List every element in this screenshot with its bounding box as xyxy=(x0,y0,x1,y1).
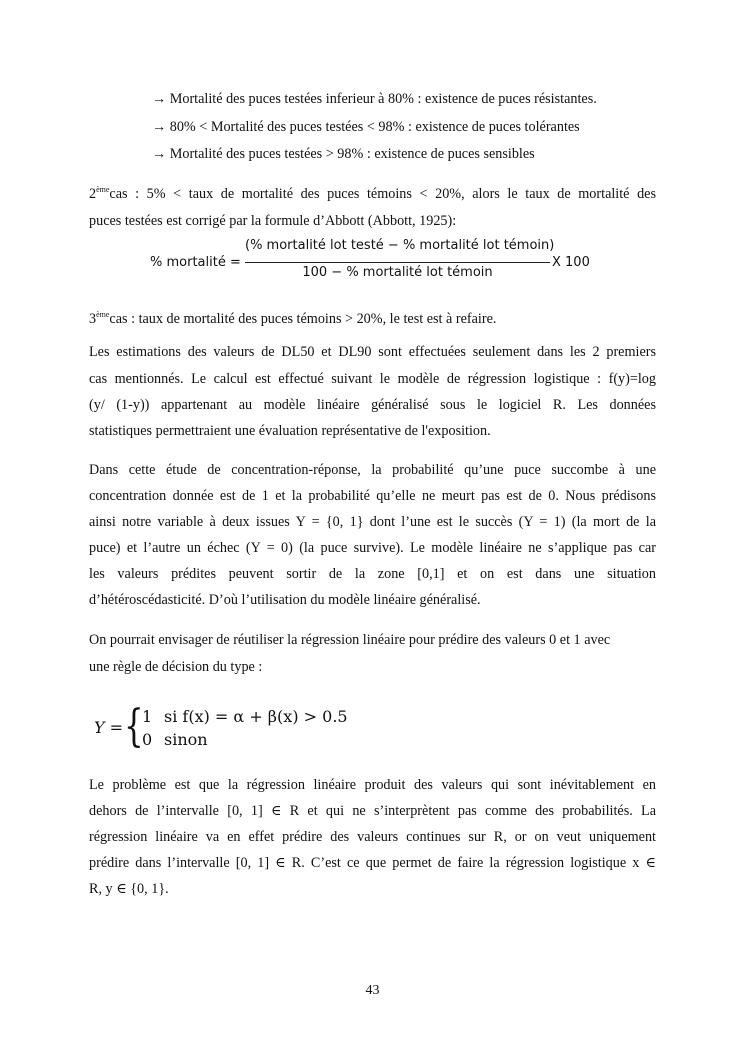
paragraph-2-line-4: puce) et l’autre un échec (Y = 0) (la puce survive). Le modèle linéaire ne s’applique pas car xyxy=(89,540,656,556)
paragraph-2-line-5: les valeurs prédites peuvent sortir de la zone [0,1] et on est dans une situation xyxy=(89,566,656,582)
decision-rule xyxy=(94,701,354,752)
paragraph-2-line-3: ainsi notre variable à deux issues Y = {0, 1} dont l’une est le succès (Y = 1) (la mort de la xyxy=(89,514,656,530)
case2-line2: puces testées est corrigé par la formule d’Abbott (Abbott, 1925): xyxy=(89,213,457,229)
paragraph-1-line-2: cas mentionnés. Le calcul est effectué suivant le modèle de régression logistique : f(y)=log xyxy=(89,371,656,387)
decision-lhs: Y = xyxy=(94,718,124,737)
paragraph-2-line-6: d’hétéroscédasticité. D’où l’utilisation du modèle linéaire généralisé. xyxy=(89,592,481,608)
bullet-tolerant: → 80% < Mortalité des puces testées < 98% : existence de puces tolérantes xyxy=(152,119,580,135)
formula-lhs: % mortalité = xyxy=(150,255,241,270)
bullet-sensitive: → Mortalité des puces testées > 98% : existence de puces sensibles xyxy=(152,146,535,162)
formula-denominator: 100 − % mortalité lot témoin xyxy=(302,265,493,280)
paragraph-2-line-2: concentration donnée est de 1 et la probabilité qu’elle ne meurt pas est de 0. Nous prédisons xyxy=(89,488,656,504)
paragraph-1-line-4: statistiques permettraient une évaluation représentative de l'exposition. xyxy=(89,423,491,439)
paragraph-3-line-2: une règle de décision du type : xyxy=(89,659,263,675)
abbott-formula xyxy=(150,238,610,286)
page-number: 43 xyxy=(365,983,380,998)
paragraph-1-line-3: (y/ (1-y)) appartenant au modèle linéaire généralisé sous le logiciel R. Les données xyxy=(89,397,656,413)
paragraph-4-line-3: régression linéaire va en effet prédire des valeurs continues sur R, or on veut uniquement xyxy=(89,829,656,845)
paragraph-4-line-4: prédire dans l’intervalle [0, 1] ∈ R. C’est ce que permet de faire la régression logistique x ∈ xyxy=(89,855,656,871)
formula-multiplier: X 100 xyxy=(552,255,590,270)
bullet-resistant: → Mortalité des puces testées inferieur à 80% : existence de puces résistantes. xyxy=(152,91,597,107)
paragraph-3-line-1: On pourrait envisager de réutiliser la régression linéaire pour prédire des valeurs 0 et 1 avec xyxy=(89,632,611,648)
decision-case-1: 1 si f(x) = α + β(x) > 0.5 xyxy=(142,707,348,726)
paragraph-4-line-2: dehors de l’intervalle [0, 1] ∈ R et qui ne s’interprètent pas comme des probabilités. La xyxy=(89,803,656,819)
case2-line1: 2èmecas : 5% < taux de mortalité des puces témoins < 20%, alors le taux de mortalité des xyxy=(89,185,656,202)
decision-case-2: 0 sinon xyxy=(142,730,208,749)
formula-numerator: (% mortalité lot testé − % mortalité lot témoin) xyxy=(245,238,555,253)
paragraph-2-line-1: Dans cette étude de concentration-réponse, la probabilité qu’une puce succombe à une xyxy=(89,462,656,478)
case3-line: 3èmecas : taux de mortalité des puces témoins > 20%, le test est à refaire. xyxy=(89,310,497,327)
paragraph-4-line-5: R, y ∈ {0, 1}. xyxy=(89,881,169,897)
fraction-bar xyxy=(245,262,550,263)
paragraph-4-line-1: Le problème est que la régression linéaire produit des valeurs qui sont inévitablement en xyxy=(89,777,656,793)
left-brace: { xyxy=(124,701,144,752)
paragraph-1-line-1: Les estimations des valeurs de DL50 et DL90 sont effectuées seulement dans les 2 premiers xyxy=(89,344,656,360)
